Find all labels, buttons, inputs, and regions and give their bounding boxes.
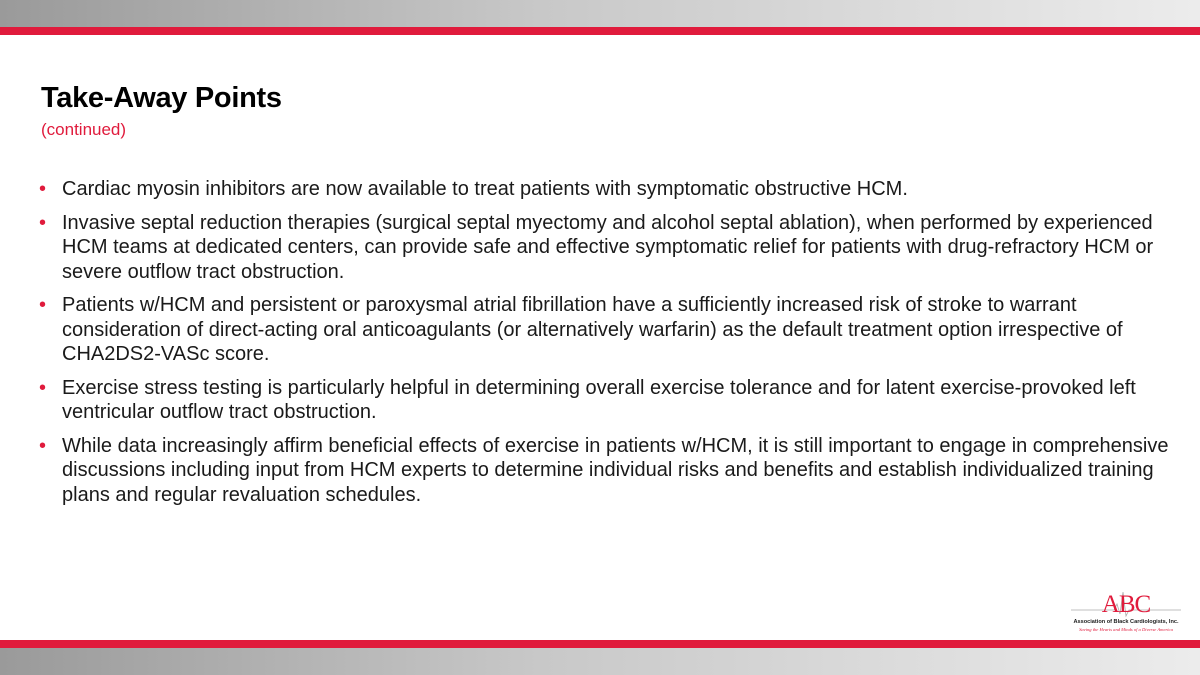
list-item (39, 211, 1169, 285)
logo-tagline: Saving the Hearts and Minds of a Diverse America (1079, 627, 1173, 632)
list-item (39, 293, 1169, 367)
abc-logo (1068, 586, 1184, 638)
top-gray-band (0, 0, 1200, 27)
bullet-icon: • (39, 376, 47, 399)
bullet-text: Cardiac myosin inhibitors are now available to treat patients with symptomatic obstructive HCM. (62, 178, 908, 200)
slide-subtitle: (continued) (41, 120, 127, 139)
bullet-text: Invasive septal reduction therapies (surgical septal myectomy and alcohol septal ablation), when performed by experienced HCM teams at dedicated centers, can provide safe and effective symptomatic relief for patients with drug-refractory HCM or severe outflow tract obstruction. (62, 211, 1154, 283)
list-item (39, 177, 1169, 202)
list-item (39, 434, 1169, 508)
top-red-stripe (0, 27, 1200, 35)
bullet-text: While data increasingly affirm beneficial effects of exercise in patients w/HCM, it is still important to engage in comprehensive discussions including input from HCM experts to determine individual risks and benefits and establish individualized training plans and regular revaluation schedules. (62, 434, 1169, 506)
bottom-red-stripe (0, 640, 1200, 648)
bullet-text: Patients w/HCM and persistent or paroxysmal atrial fibrillation have a sufficiently increased risk of stroke to warrant consideration of direct-acting oral anticoagulants (or alternatively warfarin) as the default treatment option irrespective of CHA2DS2-VASc score. (62, 294, 1123, 365)
slide-title: Take-Away Points (41, 82, 282, 114)
takeaway-list (39, 177, 1169, 516)
list-item (39, 376, 1169, 425)
bottom-gray-band (0, 648, 1200, 675)
logo-letters: ABC (1101, 591, 1151, 618)
bullet-icon: • (39, 178, 47, 200)
bullet-icon: • (39, 434, 47, 457)
bullet-icon: • (39, 294, 47, 316)
bullet-icon: • (39, 211, 47, 234)
logo-org-name: Association of Black Cardiologists, Inc. (1073, 619, 1179, 625)
bullet-text: Exercise stress testing is particularly helpful in determining overall exercise tolerance and for latent exercise-provoked left ventricular outflow tract obstruction. (62, 376, 1136, 423)
